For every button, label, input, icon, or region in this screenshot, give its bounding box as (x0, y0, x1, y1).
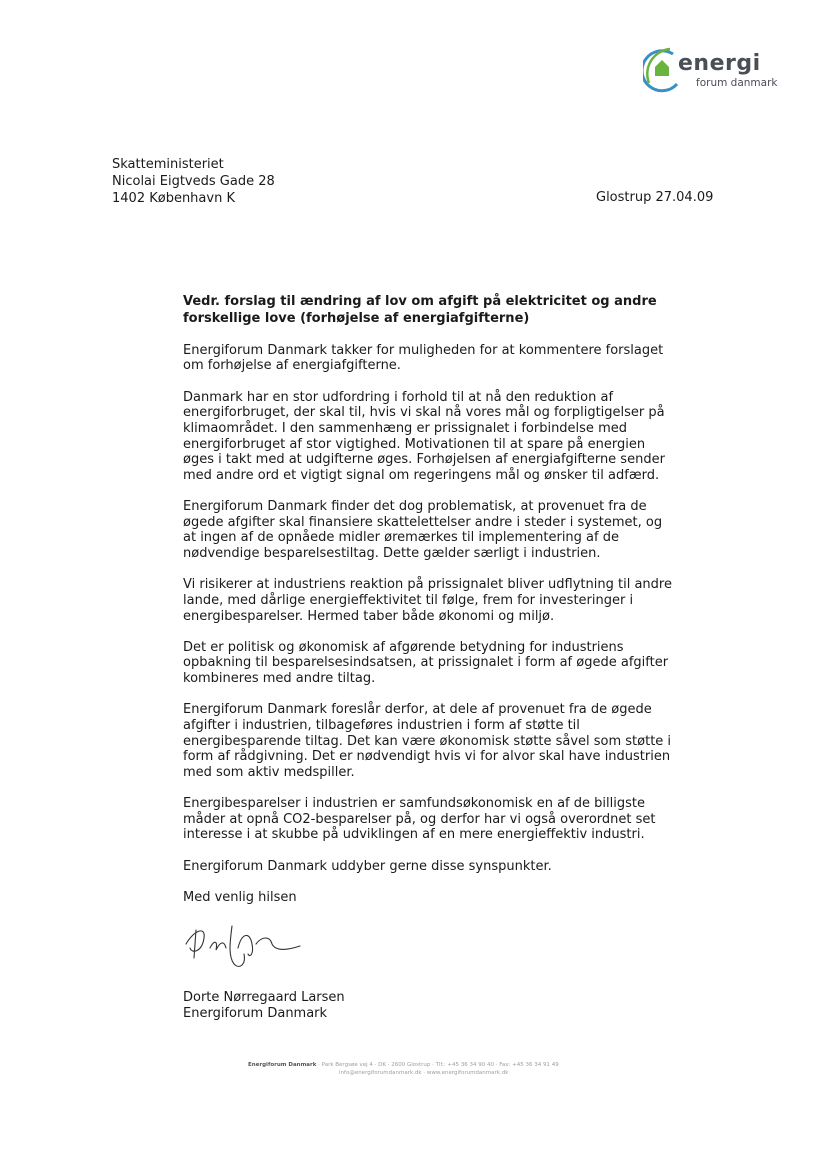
closing-greeting: Med venlig hilsen (183, 890, 297, 906)
signer-block (183, 990, 345, 1022)
paragraph-8: Energiforum Danmark uddyber gerne disse synspunkter. (183, 858, 552, 874)
paragraph-7: Energibesparelser i industrien er samfundsøkonomisk en af de billigste måder at opnå CO2-besparelser på, og derfor har vi også overordnet set interesse i at skubbe på udviklingen af en mere energieffektiv industri. (183, 796, 656, 843)
handwritten-signature (180, 918, 305, 980)
signer-organization: Energiforum Danmark (183, 1006, 328, 1021)
recipient-line-2: Nicolai Eigtveds Gade 28 (112, 174, 275, 189)
signer-name: Dorte Nørregaard Larsen (183, 990, 345, 1005)
recipient-address (112, 156, 275, 207)
paragraph-1: Energiforum Danmark takker for muligheden for at kommentere forslaget om forhøjelse af energiafgifterne. (183, 342, 664, 374)
footer-line-1 (248, 1061, 668, 1069)
place-date: Glostrup 27.04.09 (596, 190, 714, 205)
paragraph-3: Energiforum Danmark finder det dog problematisk, at provenuet fra de øgede afgifter skal finansiere skattelettelser andre i steder i systemet, og at ingen af de opnåede midler øremærkes til implementering af de nødvendige besparelsestiltag. Dette gælder særligt i industrien. (183, 499, 663, 561)
footer-address: · Park Bergsøe vej 4 · DK · 2600 Glostrup · Tlf.: +45 36 34 90 40 · Fax: +45 36 34 91 49 (318, 1062, 559, 1068)
energiforum-logo (643, 45, 793, 95)
letterhead-footer (248, 1061, 668, 1077)
paragraph-5: Det er politisk og økonomisk af afgørende betydning for industriens opbakning til besparelsesindsatsen, at prissignalet i form af øgede afgifter kombineres med andre tiltag. (183, 639, 669, 687)
paragraph-2: Danmark har en stor udfordring i forhold til at nå den reduktion af energiforbruget, der skal til, hvis vi skal nå vores mål og forpligtigelser på klimaområdet. I den sammenhæng er prissignalet i forbindelse med energiforbruget af stor vigtighed. Motivationen til at spare på energien øges i takt med at udgifterne øges. Forhøjelsen af energiafgifterne sender med andre ord et vigtigt signal om regeringens mål og ønsker til adfærd. (183, 389, 665, 483)
logo-subtitle: forum danmark (696, 77, 778, 89)
logo-word: energi (678, 51, 761, 76)
letter-subject: Vedr. forslag til ændring af lov om afgift på elektricitet og andre forskellige love (forhøjelse af energiafgifterne) (183, 294, 657, 326)
footer-org: Energiforum Danmark (248, 1062, 317, 1068)
house-icon (655, 60, 669, 76)
recipient-line-1: Skatteministeriet (112, 157, 224, 172)
letter-body (183, 293, 713, 922)
signature-icon (180, 918, 305, 976)
footer-line-2: info@energiforumdanmark.dk · www.energiforumdanmark.dk (339, 1070, 509, 1076)
recipient-line-3: 1402 København K (112, 191, 235, 206)
paragraph-6: Energiforum Danmark foreslår derfor, at dele af provenuet fra de øgede afgifter i industrien, tilbageføres industrien i form af støtte til energibesparende tiltag. Det kan være økonomisk støtte såvel som støtte i form af rådgivning. Det er nødvendigt hvis vi for alvor skal have industrien med som aktiv medspiller. (183, 702, 672, 780)
paragraph-4: Vi risikerer at industriens reaktion på prissignalet bliver udflytning til andre lande, med dårlige energieffektivitet til følge, frem for investeringer i energibesparelser. Hermed taber både økonomi og miljø. (183, 577, 672, 624)
